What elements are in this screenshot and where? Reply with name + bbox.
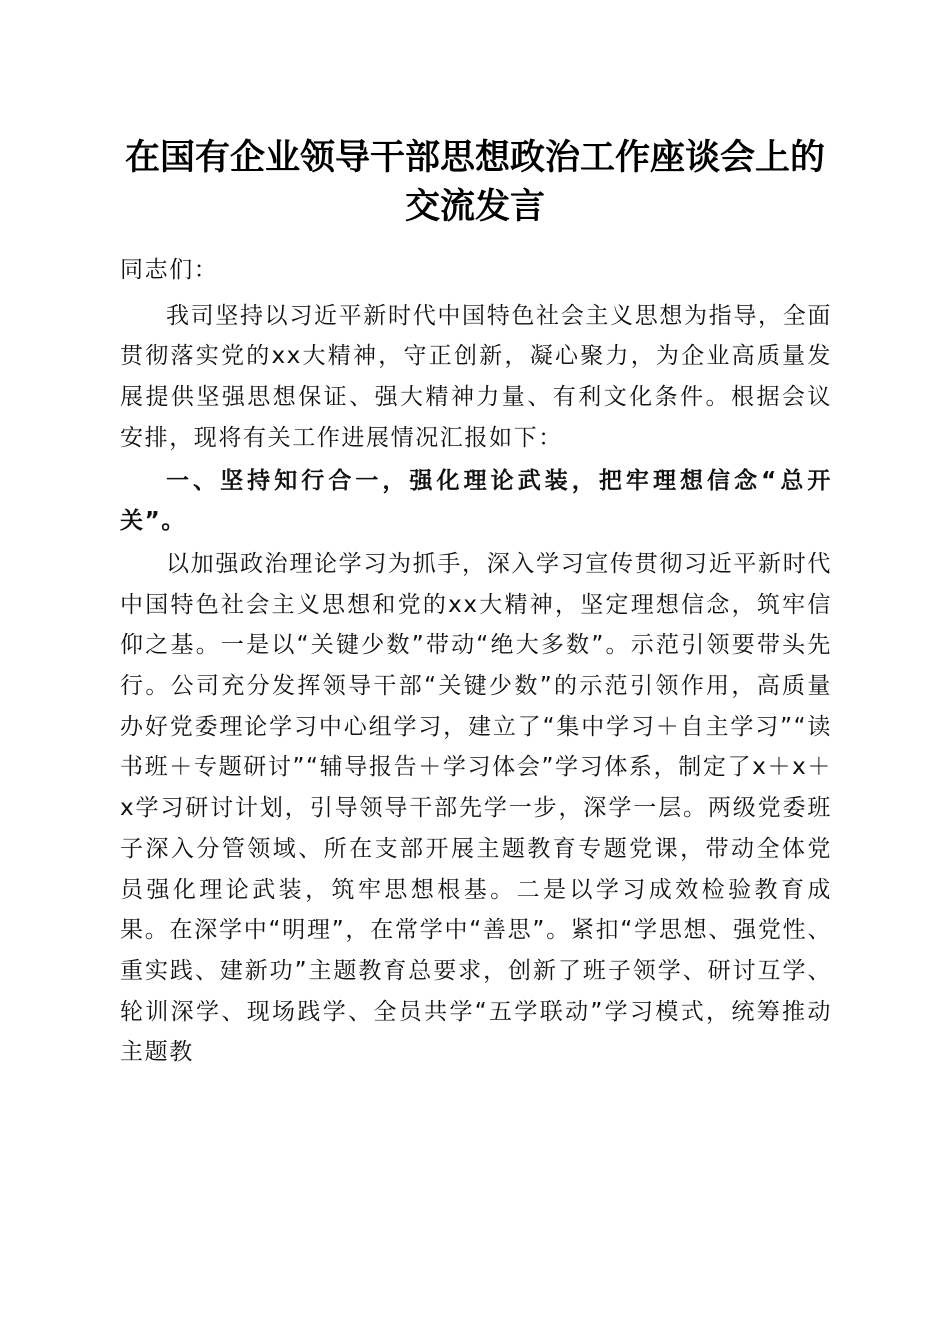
salutation: 同志们： xyxy=(120,257,219,283)
section-heading-1: 一、坚持知行合一，强化理论武装，把牢理想信念“总开关”。 xyxy=(120,467,832,535)
intro-paragraph: 我司坚持以习近平新时代中国特色社会主义思想为指导，全面贯彻落实党的xx大精神，守正创新，凝心聚力，为企业高质量发展提供坚强思想保证、强大精神力量、有利文化条件。根据会议安排，现将有关工作进展情况汇报如下： xyxy=(120,302,832,451)
section-paragraph-1: 以加强政治理论学习为抓手，深入学习宣传贯彻习近平新时代中国特色社会主义思想和党的xx大精神，坚定理想信念，筑牢信仰之基。一是以“关键少数”带动“绝大多数”。示范引领要带头先行。公司充分发挥领导干部“关键少数”的示范引领作用，高质量办好党委理论学习中心组学习，建立了“集中学习＋自主学习”“读书班＋专题研讨”“辅导报告＋学习体会”学习体系，制定了x＋x＋x学习研讨计划，引导领导干部先学一步，深学一层。两级党委班子深入分管领域、所在支部开展主题教育专题党课，带动全体党员强化理论武装，筑牢思想根基。二是以学习成效检验教育成果。在深学中“明理”，在常学中“善思”。紧扣“学思想、强党性、重实践、建新功”主题教育总要求，创新了班子领学、研讨互学、轮训深学、现场践学、全员共学“五学联动”学习模式，统筹推动主题教 xyxy=(120,550,832,1066)
title-line-2: 交流发言 xyxy=(404,186,545,227)
document-title xyxy=(100,133,850,231)
title-line-1: 在国有企业领导干部思想政治工作座谈会上的 xyxy=(124,137,825,178)
document-body xyxy=(120,250,832,1073)
